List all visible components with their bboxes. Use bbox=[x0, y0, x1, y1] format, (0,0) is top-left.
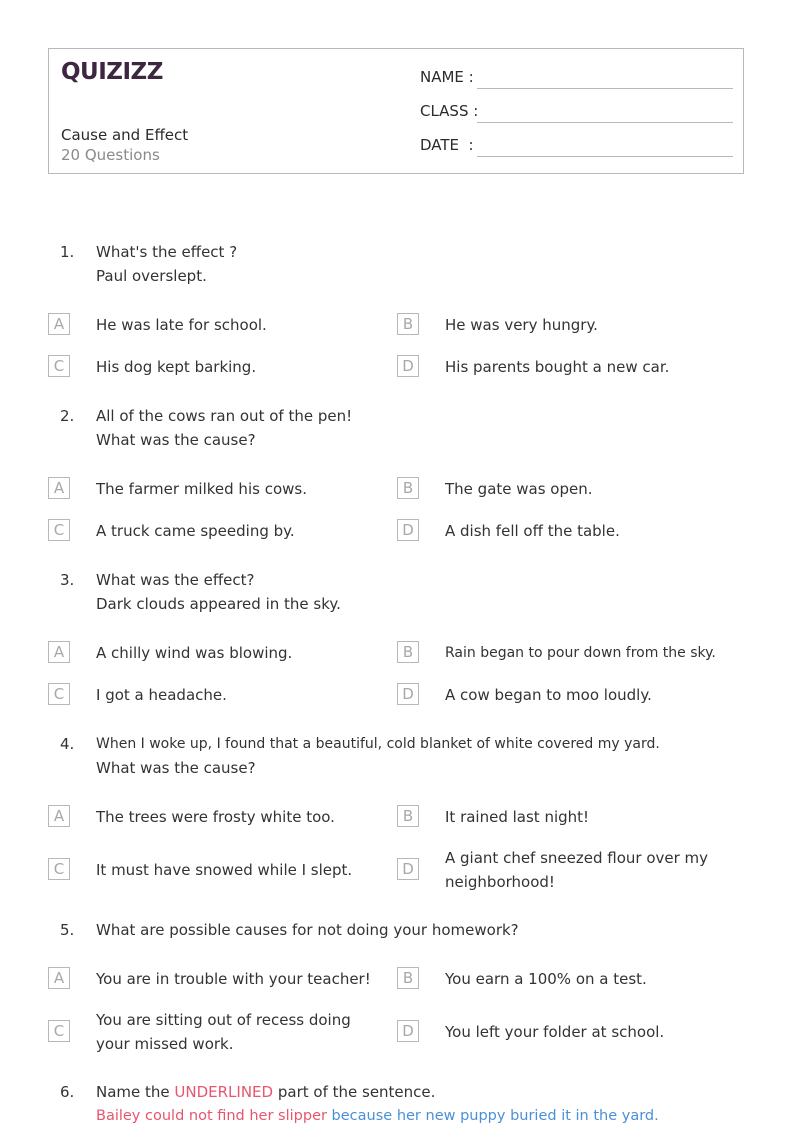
question-line bbox=[96, 1080, 736, 1104]
worksheet-header bbox=[48, 48, 744, 174]
option-b-text[interactable]: Rain began to pour down from the sky. bbox=[445, 645, 716, 661]
question-line: Paul overslept. bbox=[96, 267, 207, 285]
question-text bbox=[96, 1080, 736, 1128]
question-number: 6. bbox=[60, 1083, 75, 1101]
question-text bbox=[96, 918, 736, 942]
option-a-box[interactable]: A bbox=[48, 477, 70, 499]
question-line: Dark clouds appeared in the sky. bbox=[96, 595, 341, 613]
option-a-box[interactable]: A bbox=[48, 313, 70, 335]
option-d-box[interactable]: D bbox=[397, 355, 419, 377]
date-line[interactable] bbox=[477, 156, 733, 157]
question-number: 3. bbox=[60, 571, 75, 589]
option-a-text[interactable]: The farmer milked his cows. bbox=[96, 480, 307, 498]
option-d-text[interactable]: A cow began to moo loudly. bbox=[445, 686, 652, 704]
option-d-box[interactable]: D bbox=[397, 858, 419, 880]
question-line bbox=[96, 1104, 736, 1128]
prompt-text: Name the bbox=[96, 1083, 175, 1101]
option-a-text[interactable]: He was late for school. bbox=[96, 316, 267, 334]
class-line[interactable] bbox=[477, 122, 733, 123]
question-number: 2. bbox=[60, 407, 75, 425]
question-line: What was the cause? bbox=[96, 431, 256, 449]
sentence-part-effect: because her new puppy buried it in the yard. bbox=[326, 1108, 659, 1124]
option-b-text[interactable]: The gate was open. bbox=[445, 480, 593, 498]
option-c-text[interactable]: A truck came speeding by. bbox=[96, 522, 295, 540]
name-field[interactable] bbox=[420, 68, 733, 92]
question-line: What's the effect ? bbox=[96, 243, 238, 261]
option-c-box[interactable]: C bbox=[48, 355, 70, 377]
question-count: 20 Questions bbox=[61, 146, 160, 164]
question-number: 4. bbox=[60, 735, 75, 753]
option-d-text[interactable]: You left your folder at school. bbox=[445, 1023, 665, 1041]
option-c-box[interactable]: C bbox=[48, 858, 70, 880]
option-a-box[interactable]: A bbox=[48, 805, 70, 827]
option-a-box[interactable]: A bbox=[48, 967, 70, 989]
option-a-text[interactable]: A chilly wind was blowing. bbox=[96, 644, 293, 662]
option-b-box[interactable]: B bbox=[397, 967, 419, 989]
date-label: DATE : bbox=[420, 136, 474, 154]
option-c-text[interactable]: I got a headache. bbox=[96, 686, 227, 704]
question-number: 5. bbox=[60, 921, 75, 939]
question-text bbox=[96, 404, 736, 452]
underlined-keyword: UNDERLINED bbox=[174, 1083, 274, 1101]
option-d-text[interactable]: A giant chef sneezed flour over my neighborhood! bbox=[445, 849, 709, 891]
option-d-box[interactable]: D bbox=[397, 519, 419, 541]
option-c-text[interactable]: You are sitting out of recess doing your missed work. bbox=[96, 1011, 351, 1053]
option-b-box[interactable]: B bbox=[397, 805, 419, 827]
option-a-box[interactable]: A bbox=[48, 641, 70, 663]
question-line: What are possible causes for not doing your homework? bbox=[96, 921, 519, 939]
name-line[interactable] bbox=[477, 88, 733, 89]
option-c-box[interactable]: C bbox=[48, 1020, 70, 1042]
option-c-box[interactable]: C bbox=[48, 683, 70, 705]
option-d-box[interactable]: D bbox=[397, 683, 419, 705]
question-text bbox=[96, 240, 736, 288]
question-line: What was the cause? bbox=[96, 759, 256, 777]
sentence-part-cause: Bailey could not find her slipper bbox=[96, 1108, 327, 1124]
question-text bbox=[96, 732, 736, 780]
question-line: When I woke up, I found that a beautiful, cold blanket of white covered my yard. bbox=[96, 736, 660, 752]
option-b-box[interactable]: B bbox=[397, 641, 419, 663]
option-b-text[interactable]: You earn a 100% on a test. bbox=[445, 970, 647, 988]
option-c-box[interactable]: C bbox=[48, 519, 70, 541]
worksheet-title: Cause and Effect bbox=[61, 126, 189, 144]
option-d-text[interactable]: His parents bought a new car. bbox=[445, 358, 670, 376]
question-text bbox=[96, 568, 736, 616]
option-c-text[interactable]: It must have snowed while I slept. bbox=[96, 861, 353, 879]
option-b-text[interactable]: It rained last night! bbox=[445, 808, 590, 826]
quizizz-logo: QUIZIZZ bbox=[61, 59, 163, 85]
option-b-text[interactable]: He was very hungry. bbox=[445, 316, 598, 334]
class-field[interactable] bbox=[420, 102, 733, 126]
question-number: 1. bbox=[60, 243, 75, 261]
question-line: What was the effect? bbox=[96, 571, 255, 589]
option-d-text[interactable]: A dish fell off the table. bbox=[445, 522, 620, 540]
option-a-text[interactable]: You are in trouble with your teacher! bbox=[96, 970, 371, 988]
option-a-text[interactable]: The trees were frosty white too. bbox=[96, 808, 335, 826]
option-b-box[interactable]: B bbox=[397, 477, 419, 499]
option-d-box[interactable]: D bbox=[397, 1020, 419, 1042]
question-line: All of the cows ran out of the pen! bbox=[96, 407, 353, 425]
option-b-box[interactable]: B bbox=[397, 313, 419, 335]
prompt-text: part of the sentence. bbox=[273, 1083, 436, 1101]
option-c-text[interactable]: His dog kept barking. bbox=[96, 358, 257, 376]
name-label: NAME : bbox=[420, 68, 474, 86]
class-label: CLASS : bbox=[420, 102, 479, 120]
date-field[interactable] bbox=[420, 136, 733, 160]
